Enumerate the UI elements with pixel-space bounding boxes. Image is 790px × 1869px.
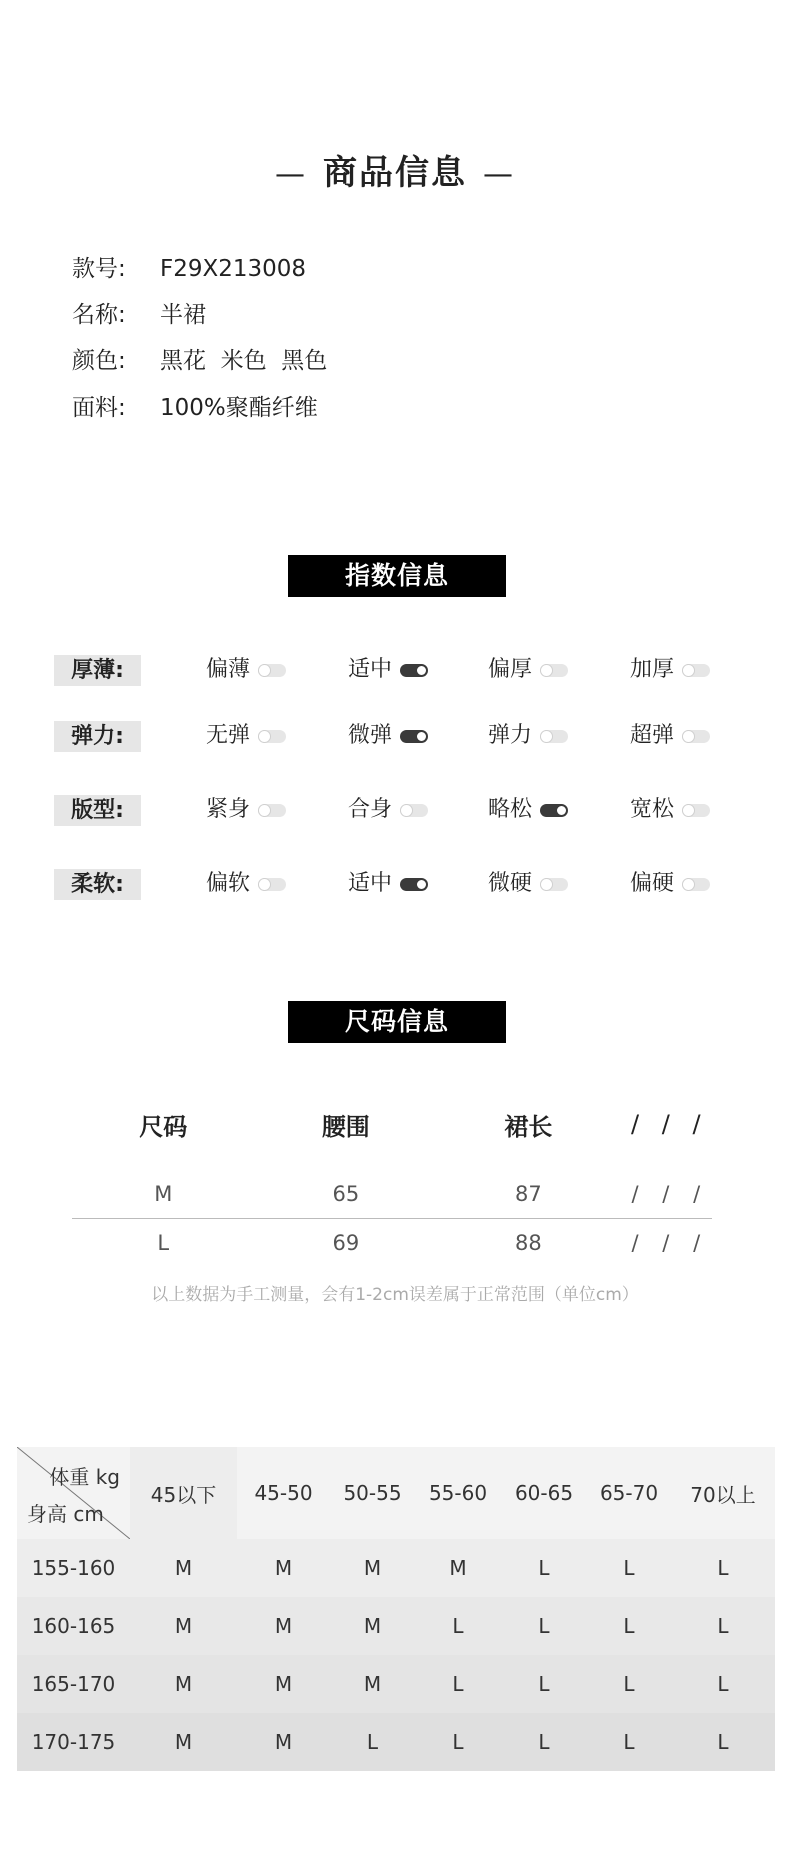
size-value-cell: L — [671, 1655, 775, 1713]
index-option — [348, 795, 428, 825]
index-option — [348, 869, 428, 899]
index-option-label: 微弹 — [348, 723, 393, 748]
size-recommendation-chart — [17, 1447, 775, 1771]
index-option — [348, 655, 428, 685]
toggle-knob — [541, 879, 552, 890]
size-row-l — [72, 1219, 712, 1268]
size-cell: / — [693, 1182, 701, 1206]
size-header-cell: 腰围 — [321, 1112, 370, 1141]
toggle-knob — [416, 731, 427, 742]
index-option-label: 紧身 — [206, 797, 251, 822]
info-value: 100%聚酯纤维 — [160, 395, 318, 421]
toggle-off-icon — [258, 730, 286, 743]
product-info-title — [0, 145, 790, 194]
product-info-title-text: 商品信息 — [323, 153, 467, 193]
toggle-off-icon — [258, 664, 286, 677]
size-value-cell: L — [671, 1539, 775, 1597]
size-value-cell: M — [237, 1713, 330, 1771]
size-cell: 88 — [437, 1219, 620, 1268]
index-option — [630, 655, 710, 685]
toggle-off-icon — [682, 878, 710, 891]
toggle-off-icon — [540, 664, 568, 677]
index-option-label: 偏硬 — [630, 871, 675, 896]
weight-header: 50-55 — [330, 1447, 415, 1539]
toggle-on-icon — [400, 664, 428, 677]
index-option-label: 弹力 — [488, 723, 533, 748]
weight-header: 65-70 — [587, 1447, 671, 1539]
chart-header-row — [17, 1447, 775, 1539]
index-option — [630, 795, 710, 825]
index-option — [630, 721, 710, 751]
size-value-cell: L — [587, 1539, 671, 1597]
info-value: 黑花 米色 黑色 — [160, 348, 328, 374]
height-cell: 165-170 — [17, 1655, 130, 1713]
index-option-label: 合身 — [348, 797, 393, 822]
chart-row — [17, 1655, 775, 1713]
size-value-cell: L — [501, 1597, 587, 1655]
size-cell: 87 — [515, 1182, 542, 1206]
height-axis-label: 身高 cm — [27, 1502, 104, 1526]
size-value-cell: L — [415, 1597, 501, 1655]
size-header-cell: 尺码 — [139, 1112, 188, 1141]
size-cell: 69 — [255, 1219, 438, 1268]
size-cell: / — [662, 1182, 670, 1206]
index-option — [488, 655, 568, 685]
toggle-off-icon — [258, 804, 286, 817]
index-option — [630, 869, 710, 899]
toggle-off-icon — [258, 878, 286, 891]
weight-axis-label: 体重 kg — [49, 1465, 120, 1489]
size-value-cell: M — [237, 1655, 330, 1713]
toggle-off-icon — [682, 664, 710, 677]
toggle-off-icon — [682, 730, 710, 743]
toggle-knob — [683, 665, 694, 676]
size-value-cell: L — [587, 1597, 671, 1655]
weight-header: 55-60 — [415, 1447, 501, 1539]
size-table — [72, 1100, 712, 1267]
size-table-header — [72, 1100, 712, 1148]
info-row-fabric — [72, 393, 318, 423]
size-value-cell: L — [671, 1597, 775, 1655]
index-option-label: 加厚 — [630, 657, 675, 682]
size-cell: 65 — [332, 1182, 360, 1206]
chart-corner-cell — [17, 1447, 130, 1539]
toggle-knob — [683, 879, 694, 890]
index-option-label: 超弹 — [630, 723, 675, 748]
size-value-cell: M — [237, 1539, 330, 1597]
toggle-off-icon — [540, 730, 568, 743]
index-row-label: 柔软: — [54, 869, 141, 900]
index-row-label: 厚薄: — [54, 655, 141, 686]
toggle-on-icon — [540, 804, 568, 817]
size-value-cell: L — [415, 1655, 501, 1713]
index-option — [348, 721, 428, 751]
info-key: 名称: — [72, 302, 126, 328]
index-option-label: 适中 — [348, 657, 393, 682]
size-value-cell: L — [671, 1713, 775, 1771]
index-option-label: 略松 — [488, 797, 533, 822]
toggle-knob — [683, 731, 694, 742]
size-value-cell: L — [501, 1539, 587, 1597]
index-option-label: 偏厚 — [488, 657, 533, 682]
index-option-label: 无弹 — [206, 723, 251, 748]
index-option — [206, 655, 286, 685]
info-row-color — [72, 346, 327, 376]
index-info-banner: 指数信息 — [288, 555, 506, 597]
index-option — [206, 721, 286, 751]
chart-row — [17, 1597, 775, 1655]
index-option — [206, 869, 286, 899]
size-value-cell: L — [330, 1713, 415, 1771]
index-row-label: 弹力: — [54, 721, 141, 752]
spacer-row — [72, 1148, 712, 1170]
weight-header: 45-50 — [237, 1447, 330, 1539]
index-option-label: 微硬 — [488, 871, 533, 896]
index-option — [488, 869, 568, 899]
size-value-cell: M — [130, 1597, 237, 1655]
weight-header: 70以上 — [671, 1447, 775, 1539]
size-header-cell: / — [692, 1110, 701, 1138]
toggle-off-icon — [400, 804, 428, 817]
size-row-m — [72, 1170, 712, 1219]
index-option-label: 宽松 — [630, 797, 675, 822]
size-value-cell: M — [130, 1713, 237, 1771]
size-value-cell: L — [501, 1713, 587, 1771]
info-key: 款号: — [72, 256, 126, 282]
size-value-cell: M — [330, 1539, 415, 1597]
size-value-cell: L — [501, 1655, 587, 1713]
info-value: F29X213008 — [160, 256, 307, 282]
index-option-label: 偏软 — [206, 871, 251, 896]
size-info-banner: 尺码信息 — [288, 1001, 506, 1043]
size-cell: M — [154, 1182, 173, 1206]
weight-header: 60-65 — [501, 1447, 587, 1539]
toggle-knob — [401, 805, 412, 816]
toggle-knob — [683, 805, 694, 816]
info-value: 半裙 — [160, 302, 206, 328]
chart-row — [17, 1539, 775, 1597]
toggle-knob — [541, 665, 552, 676]
index-option-label: 适中 — [348, 871, 393, 896]
toggle-knob — [541, 731, 552, 742]
size-value-cell: L — [587, 1713, 671, 1771]
index-option-label: 偏薄 — [206, 657, 251, 682]
toggle-knob — [259, 665, 270, 676]
index-option — [488, 795, 568, 825]
size-cell: / — [681, 1219, 712, 1268]
size-value-cell: L — [415, 1713, 501, 1771]
height-cell: 155-160 — [17, 1539, 130, 1597]
size-cell: / — [650, 1219, 681, 1268]
size-value-cell: M — [130, 1655, 237, 1713]
toggle-knob — [416, 665, 427, 676]
size-cell: / — [631, 1182, 639, 1206]
size-value-cell: L — [587, 1655, 671, 1713]
title-dash-right: — — [483, 157, 515, 192]
size-value-cell: M — [330, 1597, 415, 1655]
toggle-knob — [259, 731, 270, 742]
measurement-note: 以上数据为手工测量，会有1-2cm误差属于正常范围（单位cm） — [151, 1285, 639, 1305]
index-option — [206, 795, 286, 825]
info-row-name — [72, 300, 206, 330]
toggle-knob — [556, 805, 567, 816]
info-key: 面料: — [72, 395, 126, 421]
toggle-knob — [259, 805, 270, 816]
toggle-on-icon — [400, 730, 428, 743]
size-cell: / — [620, 1219, 651, 1268]
toggle-off-icon — [540, 878, 568, 891]
size-header-cell: / — [630, 1110, 640, 1138]
info-row-style-no — [72, 254, 306, 284]
size-value-cell: M — [130, 1539, 237, 1597]
toggle-on-icon — [400, 878, 428, 891]
toggle-knob — [259, 879, 270, 890]
info-key: 颜色: — [72, 348, 126, 374]
size-value-cell: M — [330, 1655, 415, 1713]
toggle-off-icon — [682, 804, 710, 817]
size-cell: L — [72, 1219, 255, 1268]
size-header-cell: / — [661, 1110, 670, 1138]
height-cell: 160-165 — [17, 1597, 130, 1655]
index-row-label: 版型: — [54, 795, 141, 826]
size-value-cell: M — [415, 1539, 501, 1597]
weight-header: 45以下 — [130, 1447, 237, 1539]
toggle-knob — [416, 879, 427, 890]
height-cell: 170-175 — [17, 1713, 130, 1771]
index-option — [488, 721, 568, 751]
size-header-cell: 裙长 — [504, 1112, 553, 1141]
chart-row — [17, 1713, 775, 1771]
title-dash-left: — — [275, 157, 307, 192]
size-value-cell: M — [237, 1597, 330, 1655]
